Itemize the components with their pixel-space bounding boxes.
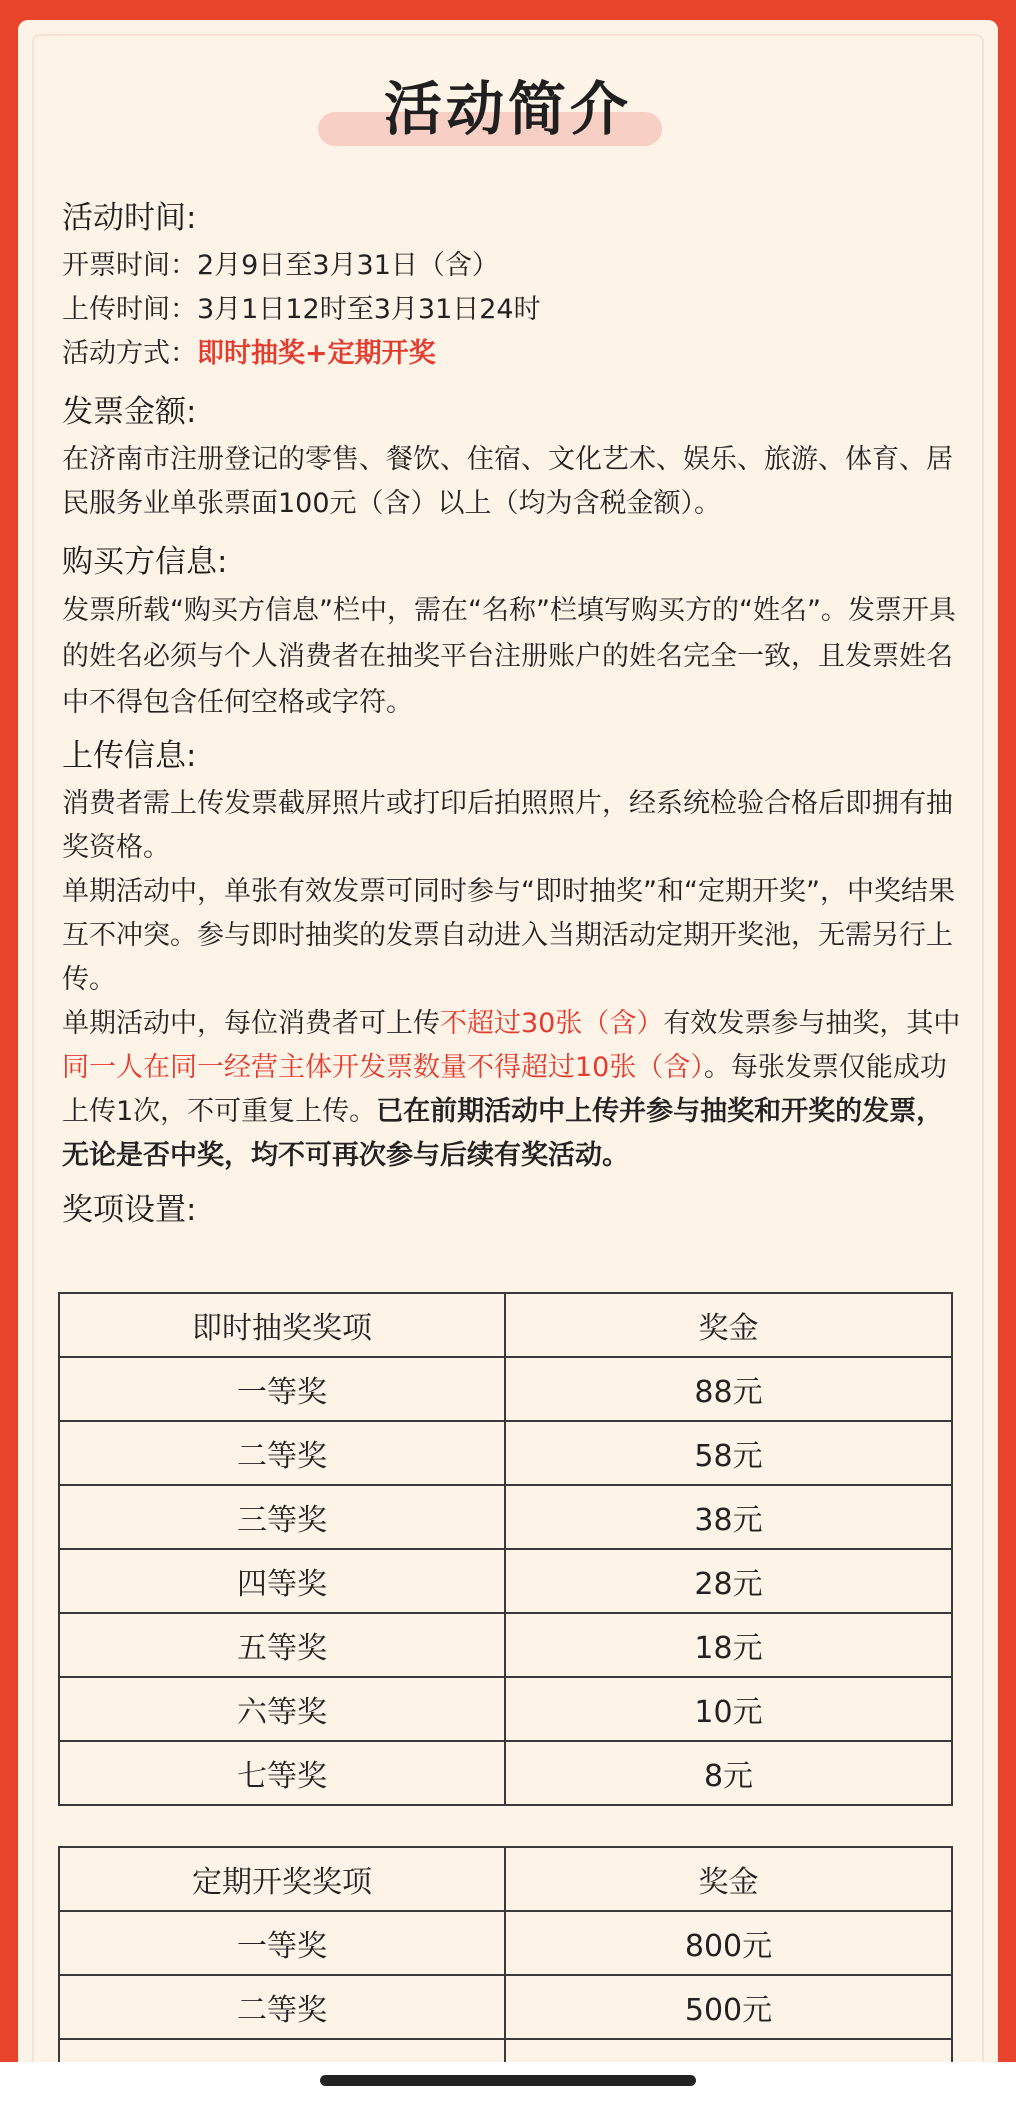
upload-text-3c: 。每张发票仅能成功上传1次，不可重复上传。	[62, 1052, 947, 1127]
prize-amount-cell: 88元	[505, 1357, 952, 1421]
amount-text: 在济南市注册登记的零售、餐饮、住宿、文化艺术、娱乐、旅游、体育、居民服务业单张票面100元（含）以上（均为含税金额）。	[62, 444, 953, 519]
table-row	[59, 1975, 952, 2039]
prize-amount-cell: 800元	[505, 1911, 952, 1975]
upload-limit-red: 不超过30张（含）	[440, 1008, 664, 1039]
upload-text-3-bold: 已在前期活动中上传并参与抽奖和开奖的发票，无论是否中奖，均不可再次参与后续有奖活动。	[62, 1096, 944, 1171]
prize-name-cell: 一等奖	[59, 1357, 505, 1421]
prize-name-cell: 二等奖	[59, 1975, 505, 2039]
buyer-heading: 购买方信息:	[62, 544, 228, 580]
upload-text-2: 单期活动中，单张有效发票可同时参与“即时抽奖”和“定期开奖”，中奖结果互不冲突。参与即时抽奖的发票自动进入当期活动定期开奖池，无需另行上传。	[62, 876, 955, 995]
page-title: 活动简介	[383, 75, 632, 143]
table-header-cell: 奖金	[505, 1293, 952, 1357]
intro-content	[62, 188, 962, 1236]
table-header-cell: 定期开奖奖项	[59, 1847, 505, 1911]
prize-name-cell: 四等奖	[59, 1549, 505, 1613]
table-row	[59, 1549, 952, 1613]
time-heading: 活动时间:	[62, 200, 197, 236]
prize-amount-cell: 8元	[505, 1741, 952, 1805]
prize-amount-cell: 18元	[505, 1613, 952, 1677]
upload-text-3b: 有效发票参与抽奖，其中	[663, 1008, 961, 1039]
prize-amount-cell: 58元	[505, 1421, 952, 1485]
prize-amount-cell: 500元	[505, 1975, 952, 2039]
upload-text-3a: 单期活动中，每位消费者可上传	[62, 1008, 440, 1039]
instant-prize-table	[58, 1292, 953, 1806]
table-row	[59, 1677, 952, 1741]
table-row	[59, 1613, 952, 1677]
prize-amount-cell: 28元	[505, 1549, 952, 1613]
table-row	[59, 1357, 952, 1421]
method-line	[62, 332, 962, 376]
prize-amount-cell: 10元	[505, 1677, 952, 1741]
method-value: 即时抽奖+定期开奖	[197, 338, 436, 369]
same-entity-limit-red: 同一人在同一经营主体开发票数量不得超过10张（含）	[62, 1052, 704, 1083]
table-row	[59, 1293, 952, 1357]
table-row	[59, 1485, 952, 1549]
table-row	[59, 1741, 952, 1805]
upload-text-1: 消费者需上传发票截屏照片或打印后拍照照片，经系统检验合格后即拥有抽奖资格。	[62, 788, 953, 863]
prize-name-cell: 七等奖	[59, 1741, 505, 1805]
prize-name-cell: 六等奖	[59, 1677, 505, 1741]
amount-heading: 发票金额:	[62, 394, 197, 430]
home-indicator[interactable]	[320, 2075, 696, 2086]
title-wrap	[0, 62, 1016, 146]
prize-amount-cell: 38元	[505, 1485, 952, 1549]
table-header-cell: 奖金	[505, 1847, 952, 1911]
table-row	[59, 1421, 952, 1485]
invoice-time: 开票时间：2月9日至3月31日（含）	[62, 250, 499, 281]
table-row	[59, 1911, 952, 1975]
table-row	[59, 1847, 952, 1911]
upload-heading: 上传信息:	[62, 738, 197, 774]
prize-name-cell: 五等奖	[59, 1613, 505, 1677]
prize-name-cell: 二等奖	[59, 1421, 505, 1485]
upload-time: 上传时间：3月1日12时至3月31日24时	[62, 294, 541, 325]
prize-name-cell: 一等奖	[59, 1911, 505, 1975]
upload-text-3	[62, 1002, 962, 1178]
table-header-cell: 即时抽奖奖项	[59, 1293, 505, 1357]
prize-heading: 奖项设置:	[62, 1192, 197, 1228]
method-label: 活动方式：	[62, 338, 197, 369]
buyer-text: 发票所载“购买方信息”栏中，需在“名称”栏填写购买方的“姓名”。发票开具的姓名必须与个人消费者在抽奖平台注册账户的姓名完全一致，且发票姓名中不得包含任何空格或字符。	[62, 595, 956, 718]
prize-name-cell: 三等奖	[59, 1485, 505, 1549]
